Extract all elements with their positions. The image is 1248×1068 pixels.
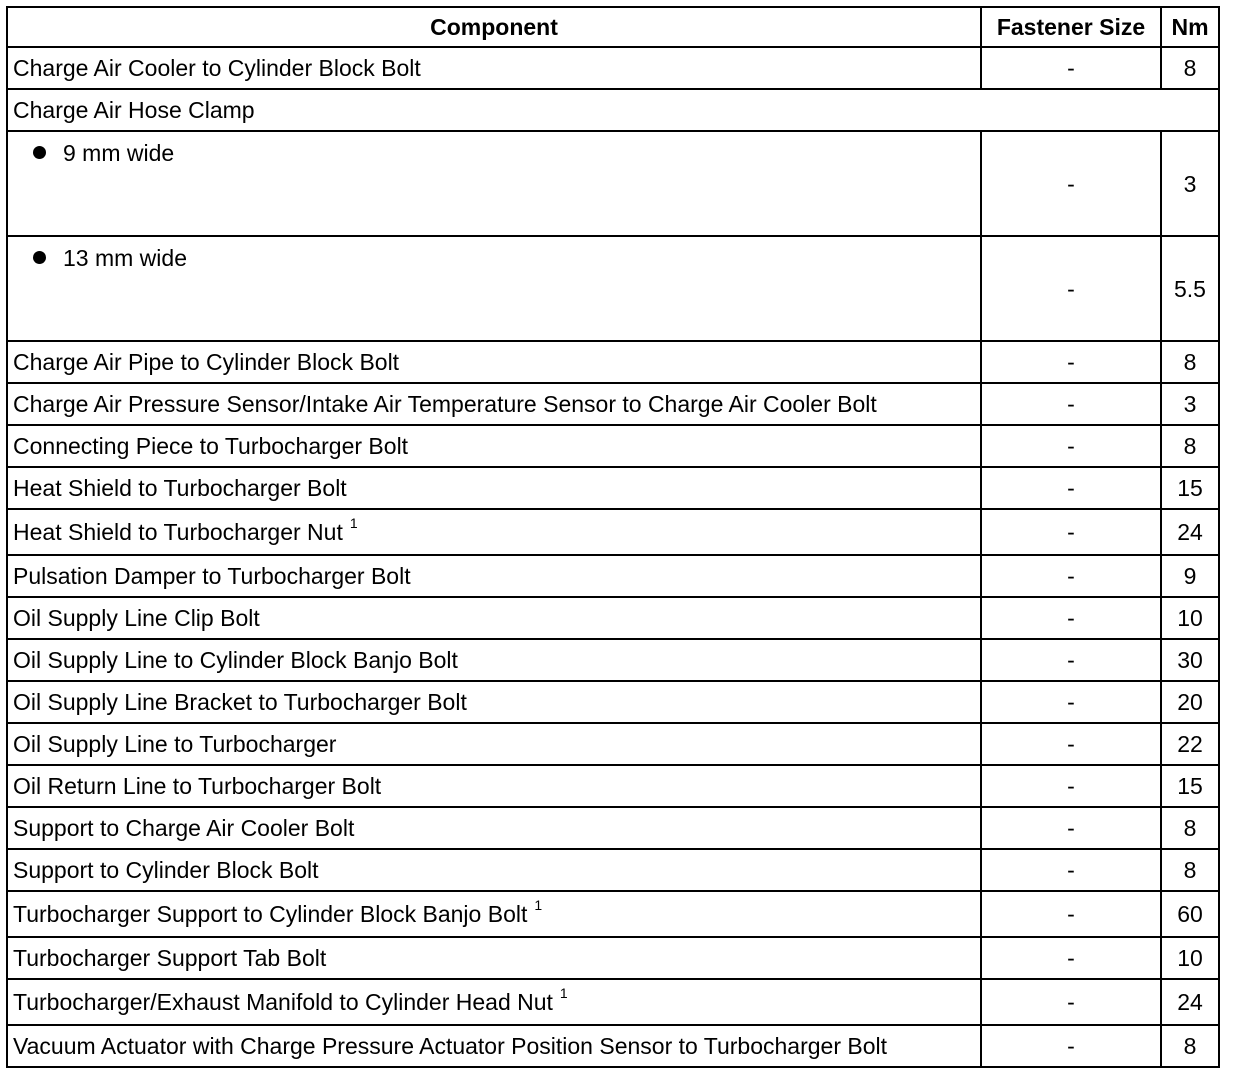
component-text: Oil Supply Line to Cylinder Block Banjo Bolt xyxy=(13,647,458,673)
table-row xyxy=(7,891,1219,937)
torque-nm-cell: 8 xyxy=(1161,1025,1219,1067)
table-body xyxy=(7,47,1219,1067)
fastener-size-cell: - xyxy=(981,236,1161,341)
fastener-size-cell: - xyxy=(981,597,1161,639)
component-text: Support to Charge Air Cooler Bolt xyxy=(13,815,355,841)
component-cell xyxy=(7,1025,981,1067)
torque-nm-cell: 8 xyxy=(1161,425,1219,467)
component-cell xyxy=(7,979,981,1025)
fastener-size-cell: - xyxy=(981,807,1161,849)
component-text: Turbocharger Support to Cylinder Block Banjo Bolt xyxy=(13,901,528,927)
torque-nm-cell: 10 xyxy=(1161,937,1219,979)
component-cell xyxy=(7,891,981,937)
component-text: Oil Return Line to Turbocharger Bolt xyxy=(13,773,382,799)
table-row xyxy=(7,937,1219,979)
fastener-size-cell: - xyxy=(981,1025,1161,1067)
fastener-size-cell: - xyxy=(981,891,1161,937)
component-text: Heat Shield to Turbocharger Bolt xyxy=(13,475,347,501)
torque-spec-table xyxy=(6,6,1220,1068)
component-text: Charge Air Hose Clamp xyxy=(13,97,255,123)
fastener-size-cell: - xyxy=(981,131,1161,236)
fastener-size-cell: - xyxy=(981,555,1161,597)
component-cell xyxy=(7,89,1219,131)
component-cell xyxy=(7,807,981,849)
component-cell xyxy=(7,425,981,467)
fastener-size-cell: - xyxy=(981,639,1161,681)
table-row xyxy=(7,639,1219,681)
fastener-size-cell: - xyxy=(981,681,1161,723)
torque-nm-cell: 3 xyxy=(1161,131,1219,236)
header-nm: Nm xyxy=(1161,7,1219,47)
torque-nm-cell: 8 xyxy=(1161,47,1219,89)
component-text: Oil Supply Line to Turbocharger xyxy=(13,731,337,757)
component-cell xyxy=(7,383,981,425)
torque-nm-cell: 24 xyxy=(1161,509,1219,555)
torque-nm-cell: 15 xyxy=(1161,765,1219,807)
component-text: Connecting Piece to Turbocharger Bolt xyxy=(13,433,409,459)
fastener-size-cell: - xyxy=(981,47,1161,89)
component-text: Pulsation Damper to Turbocharger Bolt xyxy=(13,563,411,589)
component-cell xyxy=(7,47,981,89)
component-cell xyxy=(7,555,981,597)
component-text: Charge Air Pipe to Cylinder Block Bolt xyxy=(13,349,400,375)
torque-nm-cell: 3 xyxy=(1161,383,1219,425)
footnote-marker: 1 xyxy=(349,515,358,531)
fastener-size-cell: - xyxy=(981,467,1161,509)
component-cell xyxy=(7,681,981,723)
table-row xyxy=(7,597,1219,639)
fastener-size-cell: - xyxy=(981,979,1161,1025)
fastener-size-cell: - xyxy=(981,425,1161,467)
table-row xyxy=(7,555,1219,597)
component-cell xyxy=(7,236,981,341)
component-text: Vacuum Actuator with Charge Pressure Actuator Position Sensor to Turbocharger Bolt xyxy=(13,1033,888,1059)
component-text: 9 mm wide xyxy=(63,140,175,166)
table-row xyxy=(7,509,1219,555)
torque-nm-cell: 20 xyxy=(1161,681,1219,723)
header-fastener-size: Fastener Size xyxy=(981,7,1161,47)
bullet-icon xyxy=(33,146,46,159)
table-row xyxy=(7,236,1219,341)
component-cell xyxy=(7,937,981,979)
footnote-marker: 1 xyxy=(534,897,543,913)
footnote-marker: 1 xyxy=(559,985,568,1001)
fastener-size-cell: - xyxy=(981,765,1161,807)
table-header-row xyxy=(7,7,1219,47)
fastener-size-cell: - xyxy=(981,341,1161,383)
torque-nm-cell: 8 xyxy=(1161,341,1219,383)
component-text: Charge Air Cooler to Cylinder Block Bolt xyxy=(13,55,421,81)
table-row xyxy=(7,723,1219,765)
table-row xyxy=(7,681,1219,723)
table-row xyxy=(7,979,1219,1025)
table-row xyxy=(7,425,1219,467)
component-text: Heat Shield to Turbocharger Nut xyxy=(13,519,343,545)
table-row xyxy=(7,765,1219,807)
fastener-size-cell: - xyxy=(981,849,1161,891)
table-row xyxy=(7,467,1219,509)
header-component: Component xyxy=(7,7,981,47)
component-text: Oil Supply Line Clip Bolt xyxy=(13,605,260,631)
torque-nm-cell: 5.5 xyxy=(1161,236,1219,341)
table-group-row xyxy=(7,89,1219,131)
table-row xyxy=(7,807,1219,849)
component-cell xyxy=(7,509,981,555)
component-cell xyxy=(7,131,981,236)
table-row xyxy=(7,1025,1219,1067)
fastener-size-cell: - xyxy=(981,937,1161,979)
bullet-icon xyxy=(33,251,46,264)
torque-nm-cell: 24 xyxy=(1161,979,1219,1025)
component-cell xyxy=(7,597,981,639)
table-row xyxy=(7,341,1219,383)
torque-nm-cell: 8 xyxy=(1161,849,1219,891)
torque-nm-cell: 15 xyxy=(1161,467,1219,509)
component-text: Charge Air Pressure Sensor/Intake Air Temperature Sensor to Charge Air Cooler Bolt xyxy=(13,391,877,417)
table-row xyxy=(7,849,1219,891)
component-cell xyxy=(7,723,981,765)
torque-nm-cell: 10 xyxy=(1161,597,1219,639)
torque-spec-table-container xyxy=(6,6,1218,1068)
component-text: Turbocharger/Exhaust Manifold to Cylinder Head Nut xyxy=(13,989,553,1015)
torque-nm-cell: 22 xyxy=(1161,723,1219,765)
torque-nm-cell: 30 xyxy=(1161,639,1219,681)
component-text: Turbocharger Support Tab Bolt xyxy=(13,945,327,971)
component-cell xyxy=(7,341,981,383)
fastener-size-cell: - xyxy=(981,383,1161,425)
component-cell xyxy=(7,639,981,681)
table-row xyxy=(7,47,1219,89)
torque-nm-cell: 8 xyxy=(1161,807,1219,849)
component-text: 13 mm wide xyxy=(63,245,187,271)
torque-nm-cell: 60 xyxy=(1161,891,1219,937)
fastener-size-cell: - xyxy=(981,509,1161,555)
fastener-size-cell: - xyxy=(981,723,1161,765)
component-text: Support to Cylinder Block Bolt xyxy=(13,857,319,883)
torque-nm-cell: 9 xyxy=(1161,555,1219,597)
component-cell xyxy=(7,765,981,807)
component-text: Oil Supply Line Bracket to Turbocharger Bolt xyxy=(13,689,467,715)
table-row xyxy=(7,383,1219,425)
component-cell xyxy=(7,849,981,891)
component-cell xyxy=(7,467,981,509)
table-row xyxy=(7,131,1219,236)
